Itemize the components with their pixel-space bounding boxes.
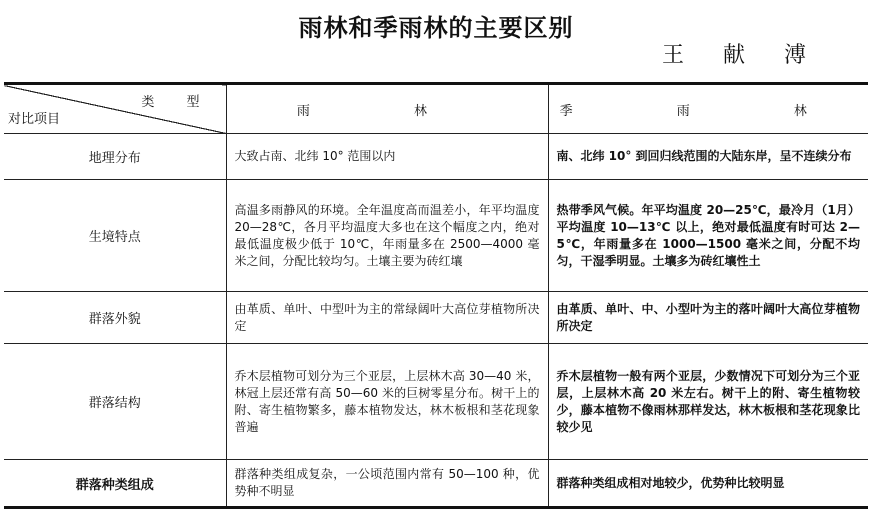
table-row [4, 180, 868, 292]
table-row [4, 292, 868, 344]
monsoon-forest-cell: 南、北纬 10° 到回归线范围的大陆东岸，呈不连续分布 [548, 134, 868, 180]
rainforest-cell: 乔木层植物可划分为三个亚层，上层林木高 30—40 米，林冠上层还常有高 50—60 米的巨树零星分布。树干上的附、寄生植物繁多，藤本植物发达，林木板根和茎花现象普遍 [226, 344, 548, 460]
article-title: 雨林和季雨林的主要区别 [298, 14, 574, 42]
rainforest-cell: 高温多雨静风的环境。全年温度高而温差小，年平均温度 20—28℃，各月平均温度大多也在这个幅度之内，绝对最低温度极少低于 10℃，年雨量多在 2500—4000 毫米之间，分配比较均匀。土壤主要为砖红壤 [226, 180, 548, 292]
monsoon-forest-cell: 由革质、单叶、中、小型叶为主的落叶阔叶大高位芽植物所决定 [548, 292, 868, 344]
row-label-appearance: 群落外貌 [4, 292, 226, 344]
table-row [4, 460, 868, 508]
comparison-table [4, 82, 868, 509]
row-label-composition: 群落种类组成 [4, 460, 226, 508]
diagonal-header-cell [4, 84, 226, 134]
rainforest-cell: 由革质、单叶、中型叶为主的常绿阔叶大高位芽植物所决定 [226, 292, 548, 344]
column-header-monsoon-forest: 季 雨 林 [548, 84, 868, 134]
rainforest-cell: 大致占南、北纬 10° 范围以内 [226, 134, 548, 180]
table-row [4, 344, 868, 460]
corner-item-label: 对比项目 [8, 112, 61, 127]
row-label-structure: 群落结构 [4, 344, 226, 460]
table-row [4, 134, 868, 180]
monsoon-forest-cell: 群落种类组成相对地较少，优势种比较明显 [548, 460, 868, 508]
rainforest-cell: 群落种类组成复杂，一公顷范围内常有 50—100 种，优势种不明显 [226, 460, 548, 508]
table-header-row [4, 84, 868, 134]
column-header-rainforest: 雨 林 [226, 84, 548, 134]
author-name: 王 献 溥 [662, 43, 822, 68]
row-label-distribution: 地理分布 [4, 134, 226, 180]
corner-type-label: 类 型 [141, 95, 214, 110]
row-label-habitat: 生境特点 [4, 180, 226, 292]
monsoon-forest-cell: 热带季风气候。年平均温度 20—25℃，最冷月（1月）平均温度 10—13℃ 以上，绝对最低温度有时可达 2—5℃，年雨量多在 1000—1500 毫米之间，分配不均匀，干湿季明显。土壤多为砖红壤性土 [548, 180, 868, 292]
monsoon-forest-cell: 乔木层植物一般有两个亚层，少数情况下可划分为三个亚层，上层林木高 20 米左右。树干上的附、寄生植物较少，藤本植物不像雨林那样发达，林木板根和茎花现象比较少见 [548, 344, 868, 460]
